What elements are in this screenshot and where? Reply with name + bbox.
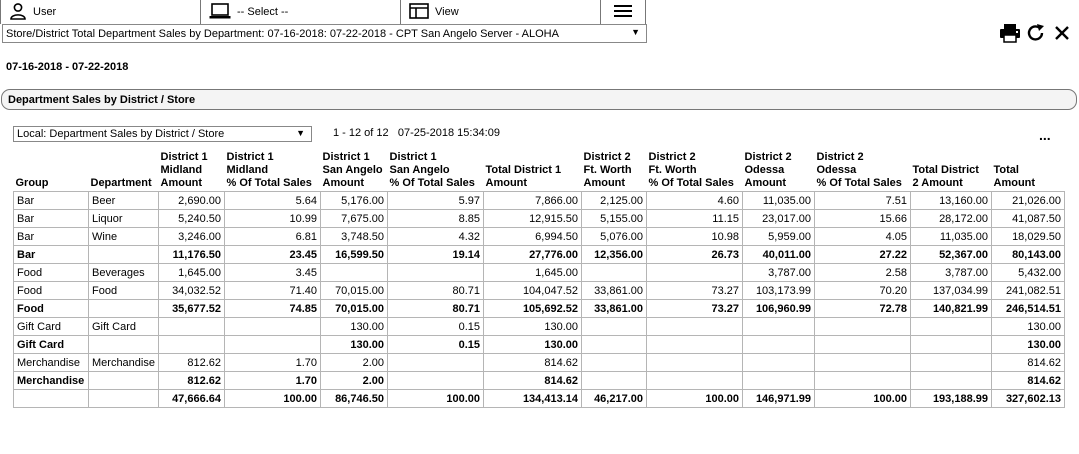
table-cell: 140,821.99 xyxy=(911,300,992,318)
table-cell xyxy=(89,336,159,354)
table-cell: 28,172.00 xyxy=(911,210,992,228)
column-header-line: Group xyxy=(15,177,49,189)
table-cell: 4.05 xyxy=(815,228,911,246)
table-cell: 80.71 xyxy=(388,282,484,300)
table-cell: 814.62 xyxy=(992,372,1065,390)
table-cell: 130.00 xyxy=(992,318,1065,336)
column-header-line: Midland xyxy=(226,164,269,176)
table-cell: 7,866.00 xyxy=(484,192,582,210)
table-row xyxy=(14,210,1065,228)
column-header-line: District 2 xyxy=(583,151,631,163)
table-cell: 73.27 xyxy=(647,300,743,318)
table-cell: 27,776.00 xyxy=(484,246,582,264)
table-cell: 130.00 xyxy=(321,318,388,336)
print-icon[interactable] xyxy=(999,22,1021,44)
table-cell: 13,160.00 xyxy=(911,192,992,210)
table-body xyxy=(14,192,1065,408)
table-cell: 1.70 xyxy=(225,354,321,372)
table-cell: 5,155.00 xyxy=(582,210,647,228)
table-row xyxy=(14,264,1065,282)
table-cell: 21,026.00 xyxy=(992,192,1065,210)
column-header[interactable] xyxy=(647,151,743,192)
table-cell: 814.62 xyxy=(484,372,582,390)
table-cell xyxy=(911,354,992,372)
view-select-value: Local: Department Sales by District / Store xyxy=(17,128,225,140)
table-cell: 3,748.50 xyxy=(321,228,388,246)
table-cell: 11,035.00 xyxy=(743,192,815,210)
table-cell: 2,125.00 xyxy=(582,192,647,210)
table-cell xyxy=(582,336,647,354)
table-cell: 0.15 xyxy=(388,318,484,336)
table-cell: 1.70 xyxy=(225,372,321,390)
table-cell: 2.58 xyxy=(815,264,911,282)
section-header xyxy=(1,89,1077,110)
column-header-line: Ft. Worth xyxy=(648,164,697,176)
table-row xyxy=(14,354,1065,372)
column-header-line: Total xyxy=(993,164,1019,176)
table-cell: 33,861.00 xyxy=(582,300,647,318)
select-label: -- Select -- xyxy=(237,6,289,18)
more-options-icon[interactable]: ... xyxy=(1039,127,1051,143)
user-button[interactable] xyxy=(0,0,201,24)
column-header[interactable] xyxy=(225,151,321,192)
table-cell: 1,645.00 xyxy=(159,264,225,282)
user-label: User xyxy=(33,6,57,18)
table-cell: 100.00 xyxy=(388,390,484,408)
column-header-line: Amount xyxy=(485,177,528,189)
menu-button[interactable] xyxy=(601,0,646,24)
table-cell xyxy=(647,264,743,282)
table-cell xyxy=(89,390,159,408)
table-cell: 130.00 xyxy=(992,336,1065,354)
column-header-line: District 2 xyxy=(648,151,696,163)
table-cell xyxy=(647,336,743,354)
table-cell xyxy=(743,336,815,354)
column-header-line: % Of Total Sales xyxy=(389,177,475,189)
table-cell xyxy=(743,318,815,336)
table-row xyxy=(14,228,1065,246)
column-header-line: % Of Total Sales xyxy=(648,177,734,189)
column-header[interactable] xyxy=(89,151,159,192)
table-cell xyxy=(89,246,159,264)
table-cell xyxy=(225,318,321,336)
table-cell: Liquor xyxy=(89,210,159,228)
table-cell: 46,217.00 xyxy=(582,390,647,408)
column-header-line: Amount xyxy=(993,177,1036,189)
column-header-line: San Angelo xyxy=(389,164,450,176)
column-header-line: Amount xyxy=(160,177,203,189)
table-cell: Food xyxy=(14,264,89,282)
table-cell: 26.73 xyxy=(647,246,743,264)
record-count: 1 - 12 of 12 xyxy=(333,127,389,139)
table-row xyxy=(14,282,1065,300)
column-header-line: San Angelo xyxy=(322,164,383,176)
table-cell: 8.85 xyxy=(388,210,484,228)
table-cell xyxy=(815,372,911,390)
refresh-icon[interactable] xyxy=(1025,22,1047,44)
table-cell: 80,143.00 xyxy=(992,246,1065,264)
table-cell: 5.97 xyxy=(388,192,484,210)
table-cell: 5,176.00 xyxy=(321,192,388,210)
table-cell: 241,082.51 xyxy=(992,282,1065,300)
table-cell: 7,675.00 xyxy=(321,210,388,228)
column-header-line: District 1 xyxy=(160,151,208,163)
table-cell: 100.00 xyxy=(225,390,321,408)
table-cell: 70,015.00 xyxy=(321,282,388,300)
column-header[interactable] xyxy=(992,151,1065,192)
table-cell xyxy=(743,354,815,372)
close-icon[interactable] xyxy=(1051,22,1073,44)
view-icon xyxy=(409,2,429,23)
table-cell: Beverages xyxy=(89,264,159,282)
table-cell: 52,367.00 xyxy=(911,246,992,264)
subtotal-row xyxy=(14,372,1065,390)
table-cell: 11.15 xyxy=(647,210,743,228)
table-cell xyxy=(911,336,992,354)
table-cell: 12,356.00 xyxy=(582,246,647,264)
chevron-down-icon: ▼ xyxy=(296,128,305,138)
column-header-line: District 1 xyxy=(389,151,437,163)
table-cell: Merchandise xyxy=(89,354,159,372)
table-row xyxy=(14,318,1065,336)
column-header-line: Midland xyxy=(160,164,203,176)
table-cell xyxy=(647,372,743,390)
table-cell: 103,173.99 xyxy=(743,282,815,300)
table-cell xyxy=(911,372,992,390)
column-header[interactable] xyxy=(815,151,911,192)
table-header-row xyxy=(14,151,1065,192)
table-cell: 814.62 xyxy=(992,354,1065,372)
table-cell: 105,692.52 xyxy=(484,300,582,318)
table-cell: 3.45 xyxy=(225,264,321,282)
subtotal-row xyxy=(14,300,1065,318)
table-cell xyxy=(743,372,815,390)
subtotal-row xyxy=(14,390,1065,408)
table-cell: 11,035.00 xyxy=(911,228,992,246)
column-header-line: Total District 1 xyxy=(485,164,562,176)
table-cell: Bar xyxy=(14,192,89,210)
table-cell: 18,029.50 xyxy=(992,228,1065,246)
table-cell: 5,959.00 xyxy=(743,228,815,246)
table-cell: 3,787.00 xyxy=(743,264,815,282)
table-cell: Bar xyxy=(14,210,89,228)
table-cell: 70.20 xyxy=(815,282,911,300)
table-cell: 80.71 xyxy=(388,300,484,318)
table-cell xyxy=(159,336,225,354)
table-cell: 7.51 xyxy=(815,192,911,210)
table-cell xyxy=(815,336,911,354)
table-cell xyxy=(388,264,484,282)
table-cell xyxy=(582,264,647,282)
table-cell xyxy=(815,354,911,372)
table-cell: Food xyxy=(14,282,89,300)
user-icon xyxy=(9,2,27,23)
table-cell: Beer xyxy=(89,192,159,210)
table-cell: 23,017.00 xyxy=(743,210,815,228)
table-cell: 73.27 xyxy=(647,282,743,300)
column-header-line: District 2 xyxy=(816,151,864,163)
view-button[interactable] xyxy=(401,0,601,24)
table-cell xyxy=(225,336,321,354)
table-cell: 100.00 xyxy=(815,390,911,408)
table-cell: 16,599.50 xyxy=(321,246,388,264)
column-header-line: District 1 xyxy=(226,151,274,163)
subtotal-row xyxy=(14,246,1065,264)
table-cell: 6.81 xyxy=(225,228,321,246)
table-cell: 5,076.00 xyxy=(582,228,647,246)
table-cell: 193,188.99 xyxy=(911,390,992,408)
table-cell: 6,994.50 xyxy=(484,228,582,246)
table-cell: 4.32 xyxy=(388,228,484,246)
table-cell: 41,087.50 xyxy=(992,210,1065,228)
column-header-line: District 2 xyxy=(744,151,792,163)
column-header-line: Odessa xyxy=(744,164,785,176)
table-cell: 3,787.00 xyxy=(911,264,992,282)
hamburger-icon xyxy=(613,3,633,22)
table-cell: Gift Card xyxy=(14,318,89,336)
column-header[interactable] xyxy=(321,151,388,192)
column-header[interactable] xyxy=(159,151,225,192)
table-cell: 246,514.51 xyxy=(992,300,1065,318)
column-header[interactable] xyxy=(582,151,647,192)
chevron-down-icon: ▼ xyxy=(631,27,640,37)
table-cell: 146,971.99 xyxy=(743,390,815,408)
table-cell: Wine xyxy=(89,228,159,246)
table-cell: 2,690.00 xyxy=(159,192,225,210)
table-cell: 814.62 xyxy=(484,354,582,372)
table-cell: 47,666.64 xyxy=(159,390,225,408)
table-cell: 86,746.50 xyxy=(321,390,388,408)
table-cell: 72.78 xyxy=(815,300,911,318)
timestamp: 07-25-2018 15:34:09 xyxy=(397,127,500,139)
record-info xyxy=(333,127,500,139)
table-cell: Food xyxy=(14,300,89,318)
table-cell xyxy=(388,372,484,390)
table-cell: 11,176.50 xyxy=(159,246,225,264)
table-cell: 70,015.00 xyxy=(321,300,388,318)
table-cell xyxy=(89,372,159,390)
date-range: 07-16-2018 - 07-22-2018 xyxy=(6,61,129,73)
table-cell: 100.00 xyxy=(647,390,743,408)
table-cell: 137,034.99 xyxy=(911,282,992,300)
table-cell: 812.62 xyxy=(159,354,225,372)
column-header[interactable] xyxy=(388,151,484,192)
table-cell xyxy=(14,390,89,408)
table-cell xyxy=(815,318,911,336)
table-cell: 812.62 xyxy=(159,372,225,390)
report-select[interactable] xyxy=(2,24,647,43)
table-cell xyxy=(582,372,647,390)
table-cell: 23.45 xyxy=(225,246,321,264)
table-cell: 15.66 xyxy=(815,210,911,228)
table-cell: 35,677.52 xyxy=(159,300,225,318)
subtotal-row xyxy=(14,336,1065,354)
column-header[interactable] xyxy=(743,151,815,192)
table-cell: 19.14 xyxy=(388,246,484,264)
table-cell: 0.15 xyxy=(388,336,484,354)
table-cell: 33,861.00 xyxy=(582,282,647,300)
column-header-line: Amount xyxy=(583,177,626,189)
table-cell: 10.98 xyxy=(647,228,743,246)
table-cell: Merchandise xyxy=(14,372,89,390)
view-label: View xyxy=(435,6,459,18)
column-header-line: Amount xyxy=(322,177,365,189)
top-toolbar xyxy=(0,0,646,24)
data-table xyxy=(13,151,1065,408)
column-header[interactable] xyxy=(484,151,582,192)
table-cell: Food xyxy=(89,282,159,300)
table-cell: 130.00 xyxy=(484,336,582,354)
table-cell: 3,246.00 xyxy=(159,228,225,246)
column-header-line: Total District xyxy=(912,164,979,176)
view-select[interactable] xyxy=(13,126,312,142)
table-cell xyxy=(159,318,225,336)
table-cell: 10.99 xyxy=(225,210,321,228)
report-tools xyxy=(999,22,1073,44)
table-row xyxy=(14,192,1065,210)
column-header-line: Department xyxy=(90,177,152,189)
table-cell: Gift Card xyxy=(89,318,159,336)
table-cell: 5,432.00 xyxy=(992,264,1065,282)
table-cell: 34,032.52 xyxy=(159,282,225,300)
table-cell xyxy=(388,354,484,372)
table-cell: Bar xyxy=(14,246,89,264)
table-cell: 104,047.52 xyxy=(484,282,582,300)
table-cell: 327,602.13 xyxy=(992,390,1065,408)
table-cell xyxy=(582,354,647,372)
table-cell xyxy=(582,318,647,336)
table-cell xyxy=(647,354,743,372)
table-cell: 1,645.00 xyxy=(484,264,582,282)
table-cell xyxy=(89,300,159,318)
table-cell: 130.00 xyxy=(321,336,388,354)
column-header-line: % Of Total Sales xyxy=(816,177,902,189)
table-cell: 27.22 xyxy=(815,246,911,264)
table-cell: 12,915.50 xyxy=(484,210,582,228)
table-cell: 106,960.99 xyxy=(743,300,815,318)
table-cell: Bar xyxy=(14,228,89,246)
column-header-line: 2 Amount xyxy=(912,177,963,189)
table-cell: 40,011.00 xyxy=(743,246,815,264)
table-cell: 2.00 xyxy=(321,372,388,390)
table-cell: 71.40 xyxy=(225,282,321,300)
column-header-line: Amount xyxy=(744,177,787,189)
section-title: Department Sales by District / Store xyxy=(8,93,196,106)
select-button[interactable] xyxy=(201,0,401,24)
column-header-line: Ft. Worth xyxy=(583,164,632,176)
table-cell: Merchandise xyxy=(14,354,89,372)
column-header[interactable] xyxy=(911,151,992,192)
table-cell xyxy=(321,264,388,282)
table-cell xyxy=(911,318,992,336)
table-cell: Gift Card xyxy=(14,336,89,354)
column-header-line: District 1 xyxy=(322,151,370,163)
table-cell: 4.60 xyxy=(647,192,743,210)
table-cell xyxy=(647,318,743,336)
table-cell: 2.00 xyxy=(321,354,388,372)
table-cell: 130.00 xyxy=(484,318,582,336)
table-cell: 134,413.14 xyxy=(484,390,582,408)
laptop-icon xyxy=(209,2,231,23)
column-header-line: Odessa xyxy=(816,164,857,176)
column-header[interactable] xyxy=(14,151,89,192)
column-header-line: % Of Total Sales xyxy=(226,177,312,189)
table-cell: 5.64 xyxy=(225,192,321,210)
report-select-value: Store/District Total Department Sales by Department: 07-16-2018: 07-22-2018 - CPT San Angelo Server - ALOHA xyxy=(6,27,559,40)
table-cell: 5,240.50 xyxy=(159,210,225,228)
table-cell: 74.85 xyxy=(225,300,321,318)
